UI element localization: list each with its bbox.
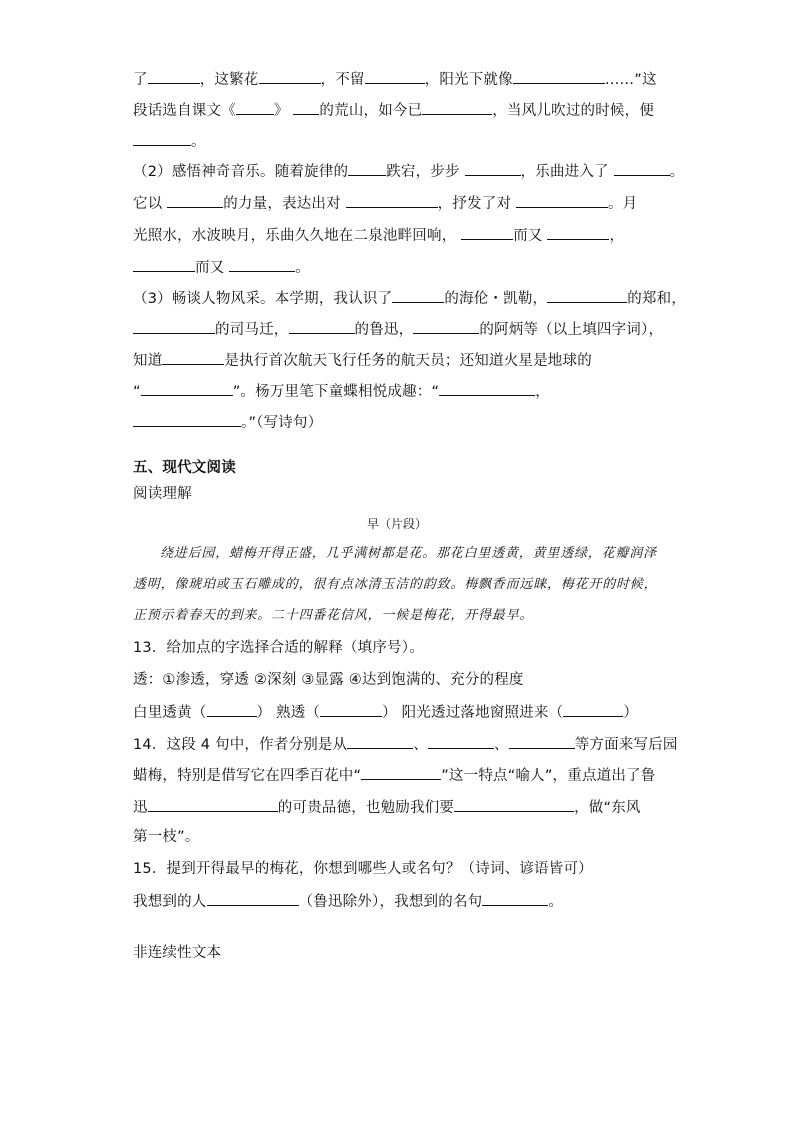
- text-line: [133, 68, 657, 90]
- text-segment: ，抒发了对: [437, 196, 512, 212]
- question-14-line: 第一枝”。: [133, 829, 200, 845]
- fill-blank[interactable]: [133, 256, 195, 272]
- text-segment: ”。杨万里笔下童蝶相悦成趣：“: [232, 384, 440, 400]
- fill-blank[interactable]: [148, 68, 200, 84]
- text-segment: 、: [413, 737, 428, 753]
- question-line: [133, 287, 686, 309]
- fill-blank[interactable]: [346, 192, 438, 208]
- text-line: [133, 349, 592, 371]
- excerpt-line: 正预示着春天的到来。二十四番花信风，一候是梅花，开得最早。: [133, 608, 534, 623]
- text-segment: 的鲁迅，: [354, 322, 414, 338]
- text-segment: 》: [273, 103, 289, 119]
- section-subheading: 阅读理解: [133, 486, 192, 502]
- excerpt-line: 透明，像琥珀或玉石雕成的，很有点冰清玉洁的韵致。梅飘香而远睐，梅花开的时候，: [133, 577, 658, 592]
- text-line: [133, 380, 550, 402]
- text-line: [133, 130, 206, 152]
- text-segment: （鲁迅除外），我想到的名句: [298, 894, 483, 910]
- text-segment: 。”（写诗句）: [241, 415, 323, 431]
- text-segment: 的可贵品德，也勉励我们要: [277, 800, 455, 816]
- text-segment: 光照水，水波映月，乐曲久久地在二泉池畔回响，: [133, 228, 457, 244]
- question-14-line: [133, 796, 641, 818]
- text-segment: 的力量，表达出对: [223, 196, 341, 212]
- text-segment: 跌宕，步步: [386, 164, 460, 180]
- fill-blank[interactable]: [392, 287, 444, 303]
- question-15-prompt: 15．提到开得最早的梅花，你想到哪些人或名句？（诗词、谚语皆可）: [133, 861, 593, 877]
- text-segment: 了: [133, 72, 148, 88]
- fill-blank[interactable]: [348, 160, 386, 176]
- fill-blank[interactable]: [293, 99, 319, 115]
- question-13-prompt: 13．给加点的字选择合适的解释（填序号）。: [133, 640, 424, 656]
- text-segment: ，: [609, 228, 625, 244]
- text-segment: 的司马迁，: [215, 322, 289, 338]
- text-segment: ，阳光下就像: [424, 72, 513, 88]
- text-segment: ……”这: [604, 72, 657, 88]
- fill-blank[interactable]: [365, 68, 425, 84]
- fill-blank[interactable]: [162, 349, 224, 365]
- fill-blank[interactable]: [167, 192, 223, 208]
- text-segment: 的海伦・凯勒，: [444, 291, 548, 307]
- fill-blank[interactable]: [236, 99, 274, 115]
- fill-blank[interactable]: [422, 99, 492, 115]
- text-line: [133, 256, 310, 278]
- fill-blank[interactable]: [439, 380, 535, 396]
- text-segment: 我想到的人: [133, 894, 207, 910]
- text-line: [133, 192, 637, 214]
- text-segment: ）: [623, 705, 639, 721]
- text-segment: “: [133, 384, 141, 400]
- fill-blank[interactable]: [148, 796, 278, 812]
- text-segment: 等方面来写后园: [574, 737, 678, 753]
- text-segment: 的荒山，如今已: [319, 103, 423, 119]
- fill-blank[interactable]: [133, 130, 191, 146]
- text-segment: 而又: [513, 228, 543, 244]
- text-segment: 是执行首次航天飞行任务的航天员；还知道火星是地球的: [224, 353, 592, 369]
- text-line: [133, 99, 654, 121]
- fill-blank[interactable]: [614, 160, 670, 176]
- text-line: [133, 411, 322, 433]
- text-segment: 而又: [195, 260, 225, 276]
- fill-blank[interactable]: [516, 192, 608, 208]
- section-subheading: 非连续性文本: [133, 945, 222, 961]
- fill-blank[interactable]: [563, 701, 623, 717]
- text-segment: ，不留: [320, 72, 365, 88]
- question-14-line: [133, 764, 655, 786]
- text-segment: ，乐曲进入了: [520, 164, 609, 180]
- text-segment: 它以: [133, 196, 163, 212]
- text-segment: ） 熟透（: [256, 705, 321, 721]
- fill-blank[interactable]: [547, 224, 609, 240]
- text-segment: ，这繁花: [199, 72, 259, 88]
- question-13-items: [133, 701, 638, 723]
- text-segment: 的郑和，: [627, 291, 687, 307]
- fill-blank[interactable]: [259, 68, 321, 84]
- text-segment: 。: [669, 164, 685, 180]
- text-segment: 。: [191, 134, 206, 150]
- text-segment: ，: [535, 384, 550, 400]
- fill-blank[interactable]: [320, 701, 382, 717]
- question-line: [133, 160, 684, 182]
- question-13-options: 透：①渗透，穿透 ②深刻 ③显露 ④达到饱满的、充分的程度: [133, 672, 524, 688]
- fill-blank[interactable]: [229, 256, 295, 272]
- text-segment: ，做“东风: [574, 800, 641, 816]
- text-segment: 14．这段 4 句中，作者分别是从: [133, 737, 348, 753]
- text-segment: 。: [548, 894, 564, 910]
- text-segment: ） 阳光透过落地窗照进来（: [382, 705, 564, 721]
- text-line: [133, 318, 663, 340]
- text-segment: 蜡梅，特别是借写它在四季百花中“: [133, 768, 362, 784]
- fill-blank[interactable]: [133, 411, 241, 427]
- fill-blank[interactable]: [413, 318, 479, 334]
- text-segment: 的阿炳等（以上填四字词），: [479, 322, 664, 338]
- fill-blank[interactable]: [509, 733, 575, 749]
- text-segment: （2）感悟神奇音乐。随着旋律的: [133, 164, 349, 180]
- fill-blank[interactable]: [465, 160, 521, 176]
- fill-blank[interactable]: [207, 701, 257, 717]
- text-segment: 白里透黄（: [133, 705, 207, 721]
- text-segment: 。月: [607, 196, 638, 212]
- fill-blank[interactable]: [133, 318, 215, 334]
- fill-blank[interactable]: [207, 890, 299, 906]
- fill-blank[interactable]: [347, 733, 413, 749]
- text-segment: 。: [295, 260, 310, 276]
- fill-blank[interactable]: [461, 224, 513, 240]
- section-heading: 五、现代文阅读: [133, 460, 236, 476]
- fill-blank[interactable]: [141, 380, 233, 396]
- text-segment: （3）畅谈人物风采。本学期，我认识了: [133, 291, 393, 307]
- text-segment: 知道: [133, 353, 163, 369]
- fill-blank[interactable]: [482, 890, 548, 906]
- fill-blank[interactable]: [547, 287, 627, 303]
- text-segment: ，当风儿吹过的时候，便: [492, 103, 655, 119]
- excerpt-line: 绕进后园，蜡梅开得正盛，几乎满树都是花。那花白里透黄，黄里透绿，花瓣润泽: [160, 546, 657, 561]
- text-segment: 、: [494, 737, 509, 753]
- fill-blank[interactable]: [361, 764, 441, 780]
- text-segment: ”这一特点“喻人”，重点道出了鲁: [441, 768, 656, 784]
- fill-blank[interactable]: [289, 318, 355, 334]
- question-14-line: [133, 733, 678, 755]
- text-line: [133, 224, 624, 246]
- excerpt-title: 早（片段）: [366, 517, 427, 531]
- fill-blank[interactable]: [513, 68, 605, 84]
- text-segment: 迅: [133, 800, 148, 816]
- text-segment: 段话选自课文《: [133, 103, 236, 119]
- fill-blank[interactable]: [428, 733, 494, 749]
- fill-blank[interactable]: [454, 796, 574, 812]
- question-15-answer: [133, 890, 563, 912]
